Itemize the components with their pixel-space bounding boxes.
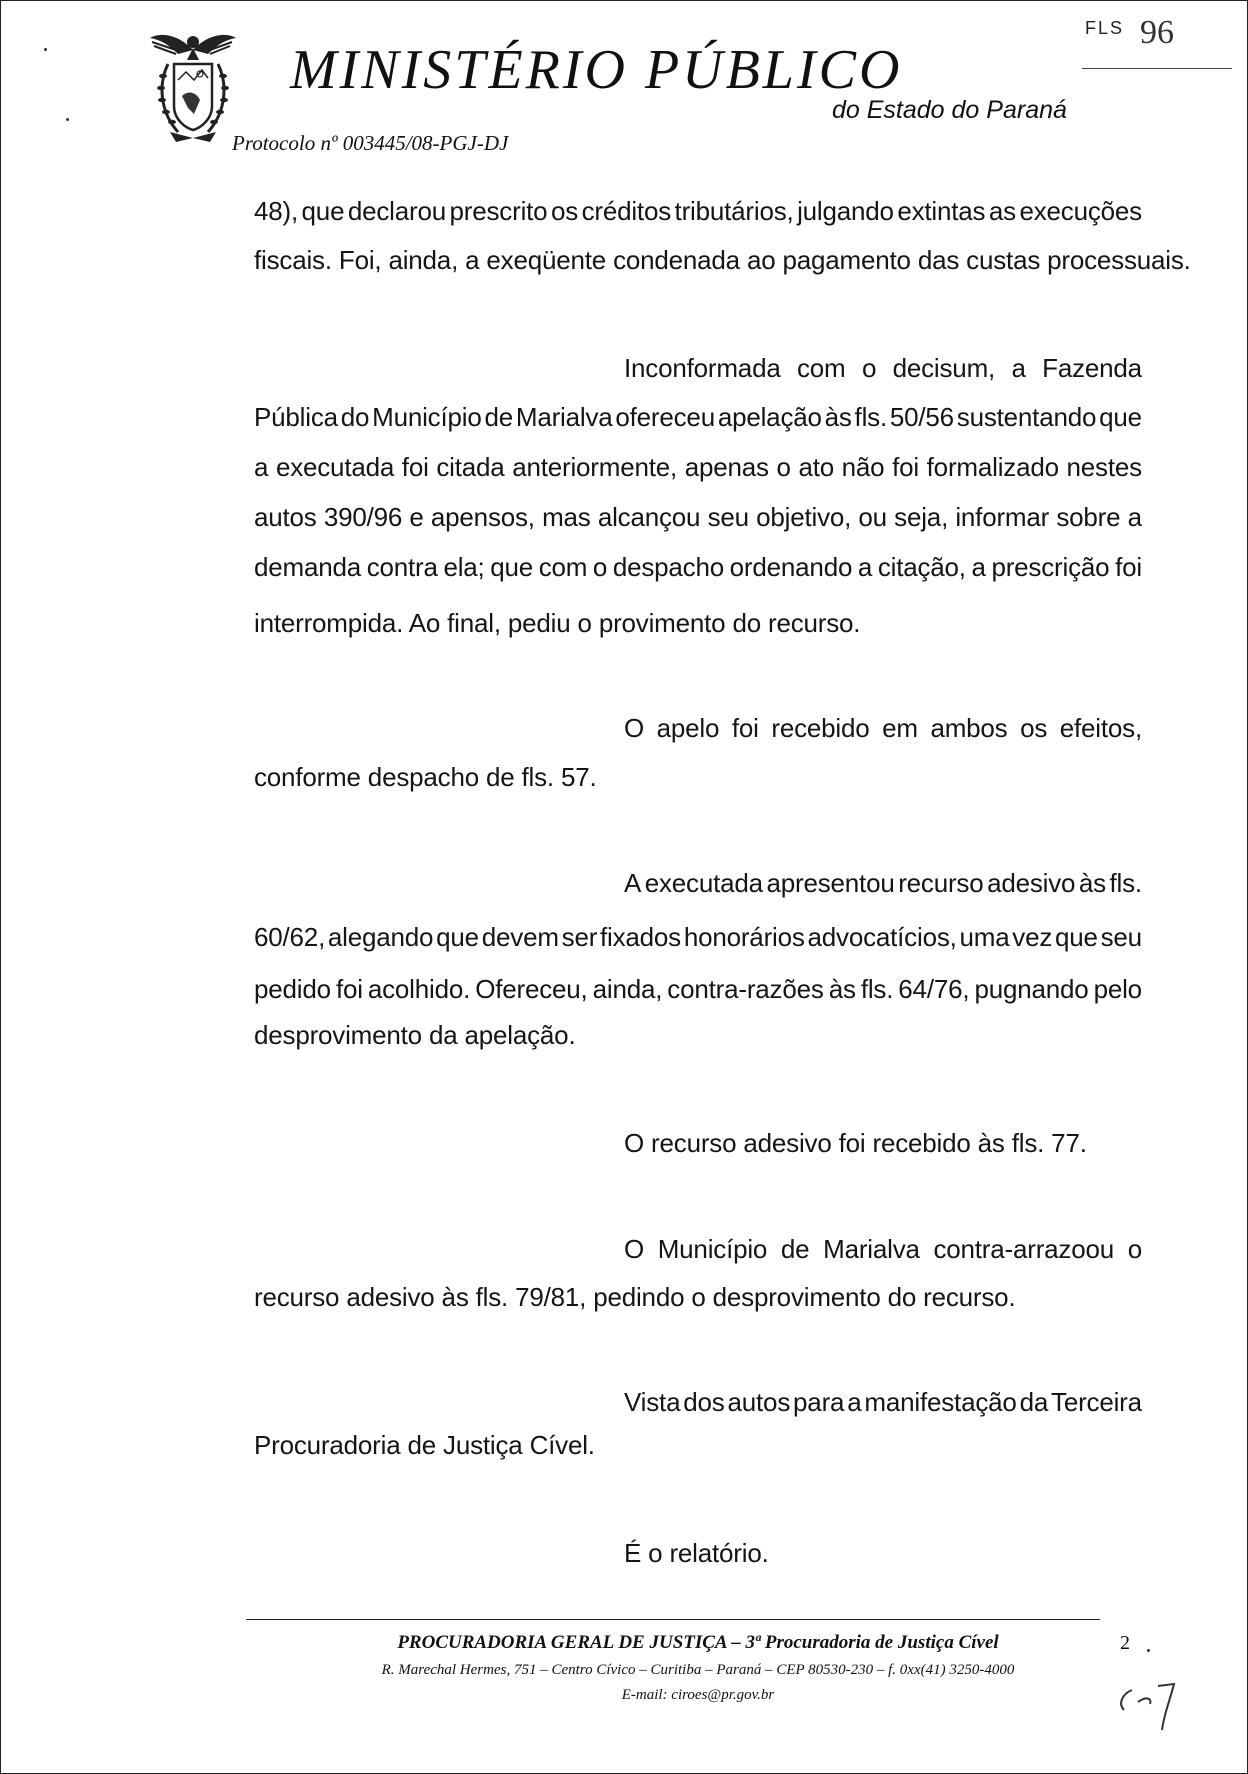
text-line: interrompida. Ao final, pediu o provimento do recurso. xyxy=(254,608,861,638)
text-line: 48), que declarou prescrito os créditos tributários, julgando extintas as execuções xyxy=(254,196,1142,226)
protocol-number: Protocolo nº 003445/08-PGJ-DJ xyxy=(232,131,509,155)
text-line: recurso adesivo às fls. 79/81, pedindo o desprovimento do recurso. xyxy=(254,1282,1016,1312)
text-line: desprovimento da apelação. xyxy=(254,1020,576,1050)
ministry-subtitle: do Estado do Paraná xyxy=(832,96,1067,124)
ministry-title: MINISTÉRIO PÚBLICO xyxy=(290,39,903,101)
scan-speck xyxy=(44,48,47,51)
text-line: Vista dos autos para a manifestação da Terceira xyxy=(624,1387,1142,1417)
stamp-underline xyxy=(1082,68,1232,69)
text-line: Pública do Município de Marialva ofereceu apelação às fls. 50/56 sustentando que xyxy=(254,402,1142,432)
text-line: autos 390/96 e apensos, mas alcançou seu objetivo, ou seja, informar sobre a xyxy=(254,502,1142,532)
text-line: 60/62, alegando que devem ser fixados honorários advocatícios, uma vez que seu xyxy=(254,922,1142,952)
sheet-number-handwritten: 96 xyxy=(1140,14,1174,51)
text-line: É o relatório. xyxy=(624,1538,769,1568)
text-line: O apelo foi recebido em ambos os efeitos, xyxy=(624,713,1142,743)
page-number: 2 xyxy=(1120,1632,1130,1654)
scan-speck xyxy=(66,118,69,121)
text-line: O recurso adesivo foi recebido às fls. 77. xyxy=(624,1128,1087,1158)
text-line: Inconformada com o decisum, a Fazenda xyxy=(624,353,1142,383)
footer-rule xyxy=(246,1619,1100,1620)
footer-address: R. Marechal Hermes, 751 – Centro Cívico – Curitiba – Paraná – CEP 80530-230 – f. 0xx(41) 3250-4000 xyxy=(381,1662,1015,1678)
text-line: O Município de Marialva contra-arrazoou o xyxy=(624,1234,1142,1264)
handwritten-initials xyxy=(1112,1676,1184,1734)
footer-office-name: PROCURADORIA GERAL DE JUSTIÇA – 3ª Procuradoria de Justiça Cível xyxy=(397,1632,999,1653)
scan-speck xyxy=(1147,1649,1150,1652)
text-line: fiscais. Foi, ainda, a exeqüente condenada ao pagamento das custas processuais. xyxy=(254,245,1191,275)
text-line: pedido foi acolhido. Ofereceu, ainda, contra-razões às fls. 64/76, pugnando pelo xyxy=(254,974,1142,1004)
text-line: a executada foi citada anteriormente, apenas o ato não foi formalizado nestes xyxy=(254,452,1142,482)
parana-coat-of-arms-icon xyxy=(148,20,238,148)
text-line: demanda contra ela; que com o despacho ordenando a citação, a prescrição foi xyxy=(254,552,1142,582)
text-line: A executada apresentou recurso adesivo às fls. xyxy=(624,868,1142,898)
text-line: Procuradoria de Justiça Cível. xyxy=(254,1430,595,1460)
text-line: conforme despacho de fls. 57. xyxy=(254,762,597,792)
fls-stamp: FLS xyxy=(1085,18,1125,38)
footer-email: E-mail: ciroes@pr.gov.br xyxy=(621,1687,775,1703)
